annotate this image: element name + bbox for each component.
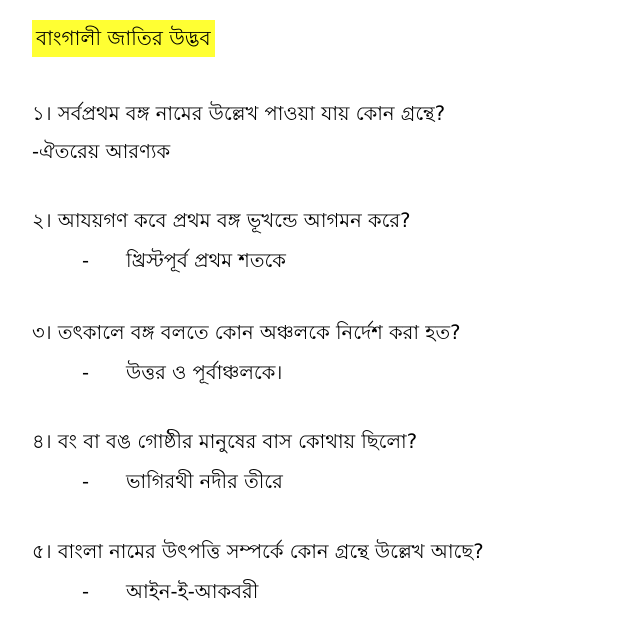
answer-dash: - bbox=[82, 249, 90, 272]
answer-text: আইন-ই-আকবরী bbox=[126, 580, 259, 603]
question-text: ৫। বাংলা নামের উৎপত্তি সম্পর্কে কোন গ্রন্থে উল্লেখ আছে? bbox=[32, 540, 484, 563]
answer-line bbox=[32, 246, 622, 276]
answer-line bbox=[32, 358, 622, 388]
answer-text: ভাগিরথী নদীর তীরে bbox=[126, 470, 283, 493]
answer-dash: - bbox=[32, 140, 40, 163]
qa-item bbox=[32, 537, 622, 607]
answer-text: ঐতরেয় আরণ্যক bbox=[39, 140, 171, 163]
question-text: ৩। তৎকালে বঙ্গ বলতে কোন অঞ্চলকে নির্দেশ করা হত? bbox=[32, 321, 461, 344]
answer-line bbox=[32, 577, 622, 607]
answer-dash: - bbox=[82, 470, 90, 493]
question-text: ৪। বং বা বঙ গোষ্ঠীর মানুষের বাস কোথায় ছিলো? bbox=[32, 430, 418, 453]
answer-text: উত্তর ও পূর্বাঞ্চলকে। bbox=[126, 361, 283, 384]
qa-item bbox=[32, 318, 622, 388]
answer-line bbox=[32, 137, 622, 167]
qa-item bbox=[32, 427, 622, 497]
qa-item bbox=[32, 206, 622, 276]
answer-line bbox=[32, 467, 622, 497]
answer-dash: - bbox=[82, 361, 90, 384]
question-text: ১। সর্বপ্রথম বঙ্গ নামের উল্লেখ পাওয়া যায় কোন গ্রন্থে? bbox=[32, 102, 446, 125]
answer-text: খ্রিস্টপূর্ব প্রথম শতকে bbox=[126, 249, 286, 272]
page-title: বাংগালী জাতির উদ্ভব bbox=[32, 20, 215, 57]
qa-item bbox=[32, 99, 622, 167]
answer-dash: - bbox=[82, 580, 90, 603]
question-text: ২। আযয়গণ কবে প্রথম বঙ্গ ভূখন্ডে আগমন করে? bbox=[32, 209, 411, 232]
